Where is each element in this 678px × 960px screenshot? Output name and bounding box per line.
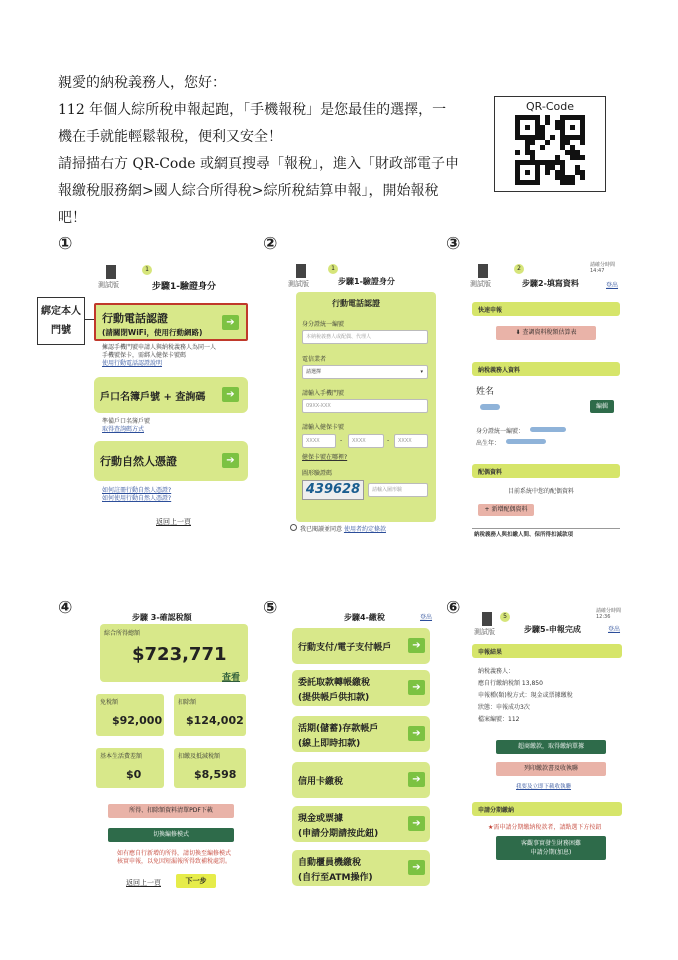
qr-code-box[interactable]	[494, 96, 606, 192]
step-number-4: ④	[58, 598, 73, 618]
terms-link[interactable]: 使用者約定條款	[343, 526, 386, 533]
step-dot-icon: 2	[514, 264, 524, 274]
step-number-1: ①	[58, 234, 73, 254]
card-title: 行動電話認證	[102, 312, 168, 325]
basic-living-card: 基本生活費差額 $0	[96, 748, 164, 788]
step-number-6: ⑥	[446, 598, 461, 618]
redacted-id	[530, 427, 566, 432]
id-input[interactable]: 本納稅義務人或配偶、代理人	[302, 330, 428, 344]
payment-option-card[interactable]	[292, 628, 430, 664]
note-link[interactable]: 使用行動電話認證說明	[102, 360, 163, 367]
payment-option-card[interactable]	[292, 850, 430, 886]
income-value: $723,771	[132, 644, 227, 665]
payment-option-subtitle: (線上即時扣款)	[298, 739, 361, 749]
dash: -	[387, 437, 390, 444]
note-item: 準備戶口名簿戶號	[102, 418, 151, 425]
captcha-input[interactable]: 請輸入圖形驗	[368, 483, 428, 497]
pdf-download-button[interactable]: 所得、扣除額資料清單PDF下載	[108, 804, 234, 818]
print-tax-bill-button[interactable]: 列印繳款書及收執聯	[496, 762, 606, 776]
payment-option-title: 自動櫃員機繳稅	[298, 858, 362, 868]
redacted-birth	[506, 439, 546, 444]
note-item: 擁認手機門號申請人與納稅義務人為同一人	[102, 344, 217, 351]
section-header: 申報結果	[472, 644, 622, 658]
convenience-store-pay-button[interactable]: 超商繳款，取得繳納單據	[496, 740, 606, 754]
intro-line-2: 機在手就能輕鬆報稅，便利又安全！	[58, 129, 282, 145]
nhi-input-1[interactable]: XXXX	[302, 434, 336, 448]
result-line: 應自行繳納稅額 13,850	[478, 680, 543, 687]
edit-button[interactable]: 編輯	[590, 400, 614, 413]
arrow-right-icon[interactable]: ➔	[408, 680, 425, 695]
switch-edit-mode-button[interactable]: 切換編修模式	[108, 828, 234, 842]
screen-step-3	[468, 258, 628, 538]
tax-logo-icon: 測試版	[476, 612, 498, 634]
arrow-right-icon[interactable]: ➔	[408, 726, 425, 741]
logout-link[interactable]: 登出	[420, 614, 433, 621]
redacted-name	[480, 404, 500, 410]
section-header: 申請分期繳納	[472, 802, 622, 816]
id-label: 身分證統一編號	[302, 321, 345, 328]
payment-option-title: 現金或票據	[298, 814, 344, 824]
intro-text	[58, 70, 498, 232]
card3-notes	[102, 487, 252, 503]
exemption-card: 免稅額 $92,000	[96, 694, 164, 736]
screen-step-6	[466, 608, 630, 898]
card2-notes	[102, 418, 252, 434]
tax-logo-icon: 測試版	[472, 264, 494, 286]
card-subtitle: (請關閉WiFi，使用行動網路)	[102, 328, 203, 337]
carrier-select[interactable]: 請選擇 ▾	[302, 365, 428, 379]
household-register-card[interactable]	[94, 377, 248, 413]
chevron-down-icon: ▾	[420, 369, 423, 375]
phone-label: 請輸入手機門號	[302, 390, 345, 397]
step-title: 步驟2-填寫資料	[522, 279, 579, 288]
deduction-card: 扣除額 $124,002	[174, 694, 246, 736]
result-line: 狀態：申報成功3次	[478, 704, 530, 711]
payment-option-card[interactable]	[292, 716, 430, 752]
nhi-label: 請輸入健保卡號	[302, 424, 345, 431]
payment-option-card[interactable]	[292, 762, 430, 798]
note-link[interactable]: 如何註冊行動自然人憑證?	[102, 487, 172, 494]
step-title: 步驟1-驗證身分	[152, 282, 216, 292]
step-title: 步驟5-申報完成	[524, 625, 581, 634]
step-title: 步驟 3-確認稅額	[132, 613, 192, 622]
nhi-input-3[interactable]: XXXX	[394, 434, 428, 448]
apply-installment-button[interactable]: 客觀事實發生財務困難 申請分期(加息)	[496, 836, 606, 860]
installment-note: ★需申請分期繳納稅款者，請點選下方按鈕	[488, 824, 602, 831]
payment-option-title: 活期(儲蓄)存款帳戶	[298, 724, 379, 734]
section-header: 快速申報	[472, 302, 620, 316]
arrow-right-icon[interactable]: ➔	[222, 453, 239, 468]
id-label: 身分證統一編號：	[476, 428, 525, 435]
section-header: 配偶資料	[472, 464, 620, 478]
result-line: 納稅義務人：	[478, 668, 515, 675]
intro-line-3: 請掃描右方 QR-Code 或網頁搜尋「報稅」，進入「財政部電子申	[58, 156, 460, 172]
payment-option-card[interactable]	[292, 806, 430, 842]
phone-input[interactable]: 09XX-XXX	[302, 399, 428, 413]
divider	[472, 528, 620, 529]
name-label: 姓名	[476, 387, 495, 397]
step-dot-icon: 1	[328, 264, 338, 274]
arrow-right-icon[interactable]: ➔	[222, 387, 239, 402]
next-button[interactable]: 下一步	[176, 874, 216, 888]
payment-option-title: 信用卡繳稅	[298, 777, 344, 787]
step-number-2: ②	[263, 234, 278, 254]
payment-option-subtitle: (自行至ATM操作)	[298, 873, 373, 883]
carrier-label: 電信業者	[302, 356, 327, 363]
intro-line-1: 112 年個人綜所稅申報起跑，「手機報稅」是您最佳的選擇，一	[58, 102, 447, 118]
add-spouse-button[interactable]: + 新增配偶資料	[478, 504, 534, 516]
screen-step-1	[30, 255, 250, 535]
note-item: 手機號保卡，需綁入健保卡號碼	[102, 352, 187, 359]
intro-greeting: 親愛的納稅義務人，您好：	[58, 75, 226, 91]
intro-line-4: 報繳稅服務網>國人綜合所得稅>綜所稅結算申報」，開始報稅	[58, 183, 439, 199]
arrow-right-icon[interactable]: ➔	[408, 816, 425, 831]
payment-option-subtitle: (申請分期請按此鈕)	[298, 829, 379, 839]
result-line: 檔案編號：112	[478, 716, 520, 723]
arrow-right-icon[interactable]: ➔	[222, 315, 239, 330]
arrow-right-icon[interactable]: ➔	[408, 860, 425, 875]
edit-warning-note: 如有應自行新增的所得，請切換至編修模式 核實申報，以免因短漏報所得致補稅處罰。	[116, 850, 231, 865]
section-header: 納稅義務人資料	[472, 362, 620, 376]
step-title: 步驟1-驗證身分	[338, 277, 395, 286]
payment-option-card[interactable]	[292, 670, 430, 706]
session-time: 請確分時間 12:36	[596, 608, 622, 620]
agree-checkbox[interactable]	[290, 524, 297, 531]
payment-option-title: 行動支付/電子支付帳戶	[298, 643, 392, 653]
birth-label: 出生年：	[476, 440, 501, 447]
nhi-help-link[interactable]: 健保卡號在哪裡?	[302, 454, 348, 461]
income-label: 綜合所得總額	[104, 630, 141, 637]
view-link[interactable]: 查看	[222, 673, 241, 683]
dash: -	[340, 437, 343, 444]
agree-text: 我已閱讀並同意 使用者約定條款	[300, 526, 386, 533]
auth-form-panel	[296, 292, 436, 522]
note-link[interactable]: 取得查詢碼方式	[102, 426, 145, 433]
back-link[interactable]: 返回上一頁	[126, 879, 161, 887]
session-time: 請確分時間 14:47	[590, 262, 616, 274]
back-link[interactable]: 返回上一頁	[156, 518, 191, 526]
qr-label: QR-Code	[526, 100, 574, 113]
card-title: 行動自然人憑證	[100, 455, 177, 468]
income-card	[100, 624, 248, 682]
captcha-image: 439628	[302, 480, 364, 500]
nhi-input-2[interactable]: XXXX	[348, 434, 384, 448]
logout-link[interactable]: 登出	[606, 282, 619, 289]
more-section: 納稅義務人與扣繳人間、保所得扣減款項	[474, 532, 574, 538]
result-line: 申報種(類)稅方式：現金或票據繳稅	[478, 692, 573, 699]
arrow-right-icon[interactable]: ➔	[408, 638, 425, 653]
payment-option-subtitle: (提供帳戶供扣款)	[298, 693, 370, 703]
arrow-right-icon[interactable]: ➔	[408, 772, 425, 787]
card1-notes	[102, 344, 252, 368]
step-dot-icon: 5	[500, 612, 510, 622]
step-dot-icon: 1	[142, 265, 152, 275]
tax-logo-icon: 測試版	[100, 265, 122, 287]
screen-step-5	[288, 608, 438, 898]
intro-line-5: 吧！	[58, 210, 86, 226]
qr-code-icon	[515, 115, 585, 185]
callout-bind-phone: 綁定本人門號	[37, 297, 85, 345]
download-receipt-link[interactable]: 我要及立即下載收執聯	[516, 784, 572, 790]
card-title: 戶口名簿戶號 + 查詢碼	[100, 392, 206, 403]
tax-logo-icon: 測試版	[290, 264, 312, 286]
captcha-label: 圖形驗證碼	[302, 470, 333, 477]
logout-link[interactable]: 登出	[608, 626, 621, 633]
step-number-3: ③	[446, 234, 461, 254]
screen-step-2	[286, 258, 446, 538]
mobile-phone-auth-card[interactable]	[94, 303, 248, 341]
withholding-card: 扣繳及抵減稅額 $8,598	[174, 748, 246, 788]
screen-step-4	[92, 608, 252, 898]
payment-option-title: 委託取款轉帳繳稅	[298, 678, 371, 688]
form-header: 行動電話認證	[332, 299, 380, 308]
step-number-5: ⑤	[263, 598, 278, 618]
step-title: 步驟4-繳稅	[344, 613, 385, 622]
note-link[interactable]: 如何使用行動自然人憑證?	[102, 495, 172, 502]
no-spouse-text: 目前系統中您的配偶資料	[508, 488, 575, 495]
download-estimate-button[interactable]: ⬇ 查調資料稅額估算表	[496, 326, 596, 340]
mobile-citizen-cert-card[interactable]	[94, 441, 248, 481]
